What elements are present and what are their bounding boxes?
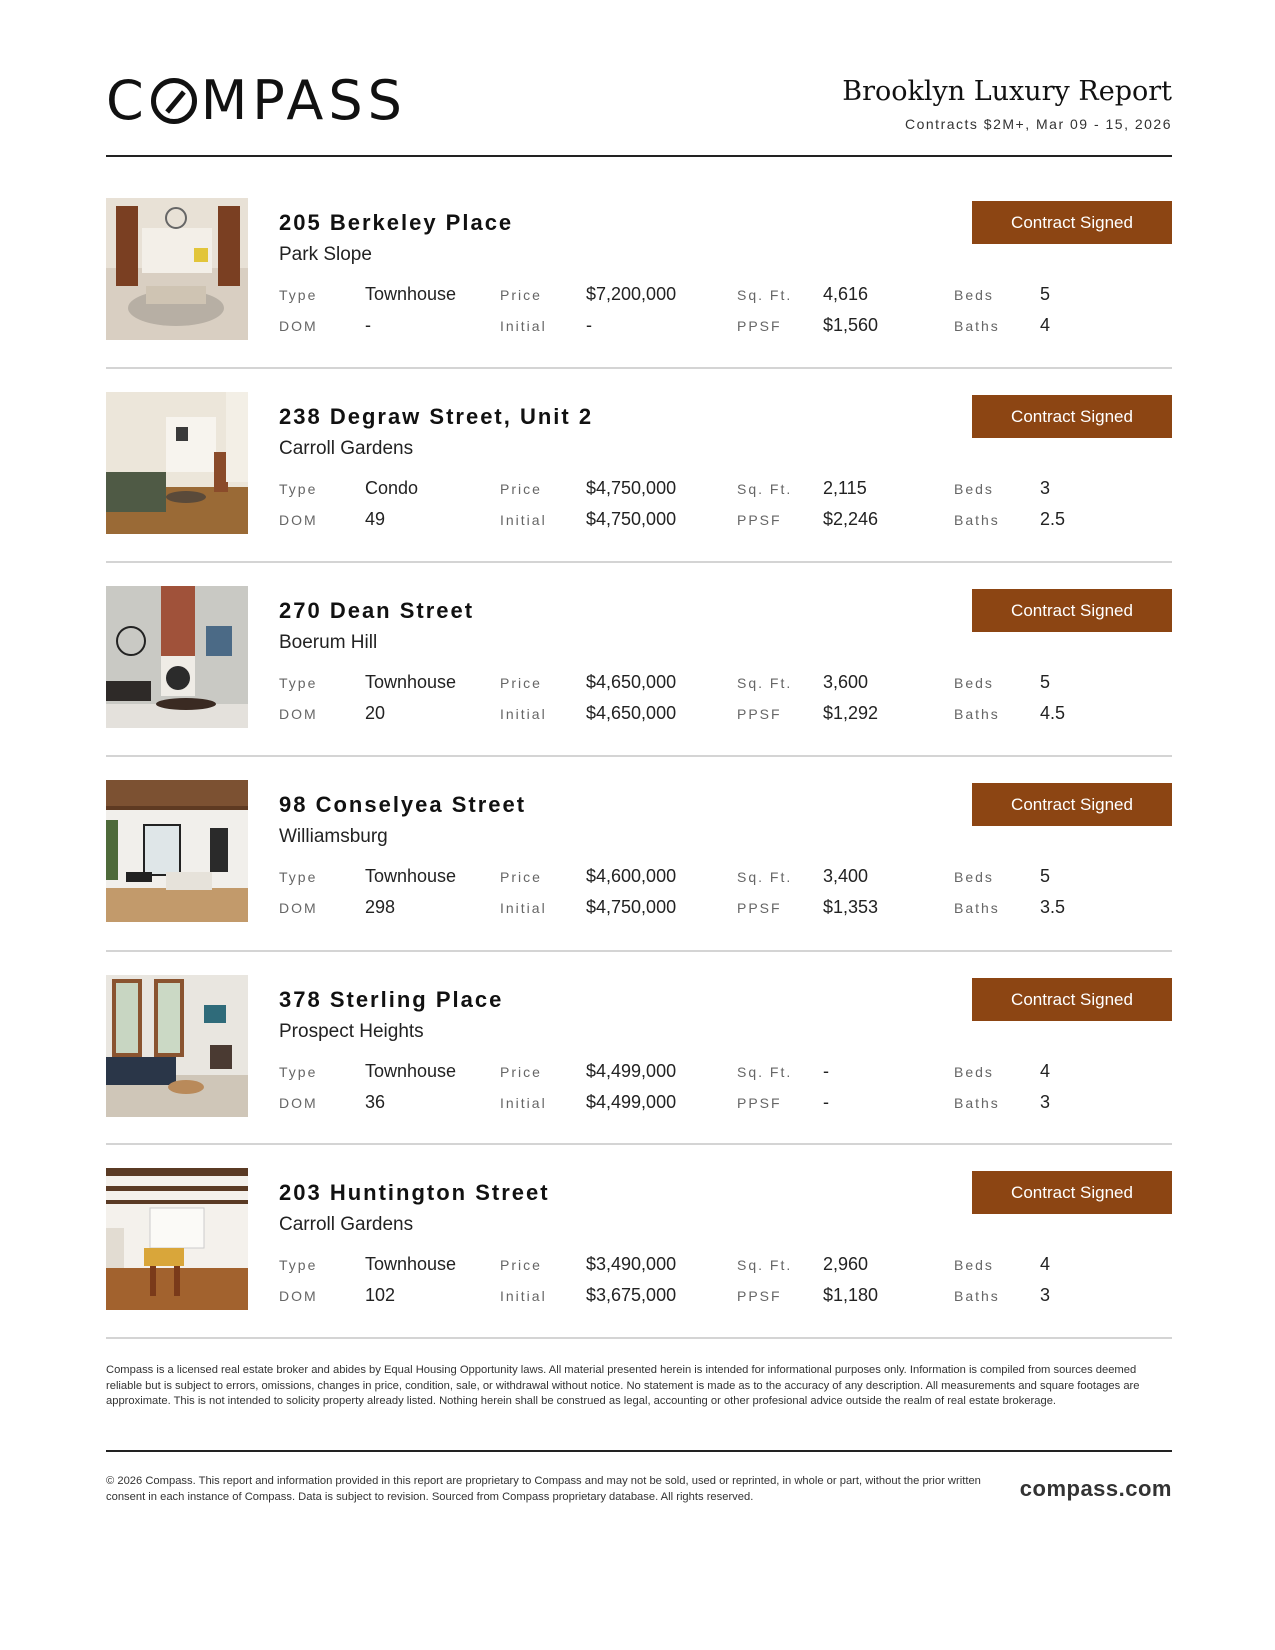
initial-value: $4,499,000 [586,1092,677,1112]
footer-divider [106,1450,1172,1452]
price-label: Price [500,287,542,303]
sqft-label: Sq. Ft. [737,481,793,497]
listing-address[interactable]: 203 Huntington Street [279,1180,550,1205]
baths-value: 3.5 [1040,897,1066,917]
baths-label: Baths [954,900,1000,916]
beds-value: 4 [1040,1254,1051,1274]
baths-value: 4 [1040,315,1051,335]
sqft-value: 2,115 [823,478,867,498]
ppsf-label: PPSF [737,900,782,916]
price-value: $7,200,000 [586,284,677,304]
listing-neighborhood: Carroll Gardens [279,1214,414,1235]
type-value: Townhouse [365,866,457,886]
initial-label: Initial [500,900,547,916]
listing-address[interactable]: 205 Berkeley Place [279,210,514,235]
sqft-value: - [823,1061,829,1081]
baths-label: Baths [954,706,1000,722]
initial-label: Initial [500,318,547,334]
dom-label: DOM [279,900,318,916]
dom-label: DOM [279,706,318,722]
copyright-notice: © 2026 Compass. This report and information provided in this report are proprietary to Compass and may not be sold, used or reprinted, in whole or part, without the prior written consent in each instance of Compass. Data is subject to revision. Sourced from Compass proprietary database. All rights reserved. [106,1475,981,1503]
listing-divider [106,367,1172,369]
listing-neighborhood: Park Slope [279,244,372,265]
listing-neighborhood: Prospect Heights [279,1021,424,1042]
initial-label: Initial [500,706,547,722]
dom-label: DOM [279,318,318,334]
contract-signed-badge[interactable]: Contract Signed [972,978,1172,1021]
listing-divider [106,950,1172,952]
type-label: Type [279,869,318,885]
report-subtitle: Contracts $2M+, Mar 09 - 15, 2026 [905,116,1172,132]
sqft-label: Sq. Ft. [737,1257,793,1273]
report-title: Brooklyn Luxury Report [842,76,1172,107]
price-label: Price [500,675,542,691]
beds-value: 5 [1040,672,1051,692]
type-label: Type [279,1064,318,1080]
initial-value: - [586,315,592,335]
ppsf-value: $1,560 [823,315,879,335]
listing-address[interactable]: 270 Dean Street [279,598,475,623]
dom-value: 298 [365,897,396,917]
sqft-value: 2,960 [823,1254,869,1274]
beds-label: Beds [954,675,994,691]
initial-value: $3,675,000 [586,1285,677,1305]
baths-value: 2.5 [1040,509,1066,529]
ppsf-value: $1,353 [823,897,879,917]
contract-signed-badge[interactable]: Contract Signed [972,1171,1172,1214]
baths-label: Baths [954,1095,1000,1111]
initial-label: Initial [500,512,547,528]
dom-value: 36 [365,1092,386,1112]
beds-label: Beds [954,869,994,885]
listing-address[interactable]: 378 Sterling Place [279,987,504,1012]
initial-value: $4,750,000 [586,897,677,917]
listing-divider [106,1337,1172,1339]
initial-label: Initial [500,1095,547,1111]
beds-value: 5 [1040,866,1051,886]
initial-value: $4,650,000 [586,703,677,723]
type-value: Townhouse [365,1061,457,1081]
sqft-label: Sq. Ft. [737,1064,793,1080]
ppsf-value: - [823,1092,829,1112]
baths-value: 3 [1040,1092,1051,1112]
dom-label: DOM [279,512,318,528]
type-value: Townhouse [365,1254,457,1274]
baths-label: Baths [954,512,1000,528]
compass-o-icon [151,78,197,124]
price-value: $3,490,000 [586,1254,677,1274]
listing-card [106,780,1172,922]
price-label: Price [500,1064,542,1080]
sqft-value: 4,616 [823,284,869,304]
dom-value: 102 [365,1285,396,1305]
listing-divider [106,1143,1172,1145]
price-value: $4,600,000 [586,866,677,886]
ppsf-value: $1,180 [823,1285,879,1305]
listing-address[interactable]: 238 Degraw Street, Unit 2 [279,404,594,429]
price-label: Price [500,481,542,497]
header-divider [106,155,1172,157]
beds-label: Beds [954,481,994,497]
ppsf-label: PPSF [737,318,782,334]
sqft-value: 3,600 [823,672,869,692]
ppsf-label: PPSF [737,706,782,722]
beds-value: 5 [1040,284,1051,304]
baths-value: 4.5 [1040,703,1066,723]
price-value: $4,650,000 [586,672,677,692]
property-photo[interactable] [106,780,248,922]
contract-signed-badge[interactable]: Contract Signed [972,783,1172,826]
logo-letter-c: C [106,69,149,132]
listing-card [106,198,1172,340]
contract-signed-badge[interactable]: Contract Signed [972,589,1172,632]
price-label: Price [500,1257,542,1273]
property-photo[interactable] [106,198,248,340]
listing-neighborhood: Carroll Gardens [279,438,414,459]
price-value: $4,499,000 [586,1061,677,1081]
dom-label: DOM [279,1095,318,1111]
price-label: Price [500,869,542,885]
ppsf-label: PPSF [737,1095,782,1111]
compass-logo[interactable] [106,69,407,132]
sqft-label: Sq. Ft. [737,287,793,303]
type-value: Townhouse [365,672,457,692]
ppsf-value: $1,292 [823,703,879,723]
legal-disclaimer: Compass is a licensed real estate broker and abides by Equal Housing Opportunity laws. All material presented herein is intended for informational purposes only. Information is compiled from sources deemed reliable but is subject to errors, omissions, changes in price, condition, sale, or withdrawal without notice. No statement is made as to the accuracy of any description. All measurements and square footages are approximate. This is not intended to solicity property already listed. Nothing herein shall be construed as legal, accounting or other profesional advice outside the realm of real estate brokerage. [106,1364,1140,1407]
type-value: Townhouse [365,284,457,304]
initial-label: Initial [500,1288,547,1304]
beds-label: Beds [954,1257,994,1273]
listing-card [106,1168,1172,1310]
sqft-value: 3,400 [823,866,869,886]
type-label: Type [279,287,318,303]
property-photo[interactable] [106,586,248,728]
beds-value: 4 [1040,1061,1051,1081]
logo-letters-rest: MPASS [200,69,407,132]
property-photo[interactable] [106,975,248,1117]
listing-divider [106,755,1172,757]
listing-address[interactable]: 98 Conselyea Street [279,792,527,817]
type-value: Condo [365,478,419,498]
dom-value: 49 [365,509,386,529]
dom-label: DOM [279,1288,318,1304]
type-label: Type [279,1257,318,1273]
ppsf-label: PPSF [737,512,782,528]
listing-card [106,586,1172,728]
report-header [106,70,1172,156]
initial-value: $4,750,000 [586,509,677,529]
property-photo[interactable] [106,392,248,534]
ppsf-value: $2,246 [823,509,879,529]
listing-neighborhood: Boerum Hill [279,632,378,653]
price-value: $4,750,000 [586,478,677,498]
type-label: Type [279,675,318,691]
beds-label: Beds [954,287,994,303]
baths-value: 3 [1040,1285,1051,1305]
dom-value: 20 [365,703,386,723]
property-photo[interactable] [106,1168,248,1310]
listing-card [106,392,1172,534]
sqft-label: Sq. Ft. [737,675,793,691]
listing-card [106,975,1172,1117]
contract-signed-badge[interactable]: Contract Signed [972,395,1172,438]
listing-neighborhood: Williamsburg [279,826,388,847]
listing-divider [106,561,1172,563]
baths-label: Baths [954,1288,1000,1304]
baths-label: Baths [954,318,1000,334]
website-link[interactable]: compass.com [1019,1476,1172,1501]
beds-label: Beds [954,1064,994,1080]
contract-signed-badge[interactable]: Contract Signed [972,201,1172,244]
sqft-label: Sq. Ft. [737,869,793,885]
type-label: Type [279,481,318,497]
beds-value: 3 [1040,478,1051,498]
dom-value: - [365,315,371,335]
ppsf-label: PPSF [737,1288,782,1304]
